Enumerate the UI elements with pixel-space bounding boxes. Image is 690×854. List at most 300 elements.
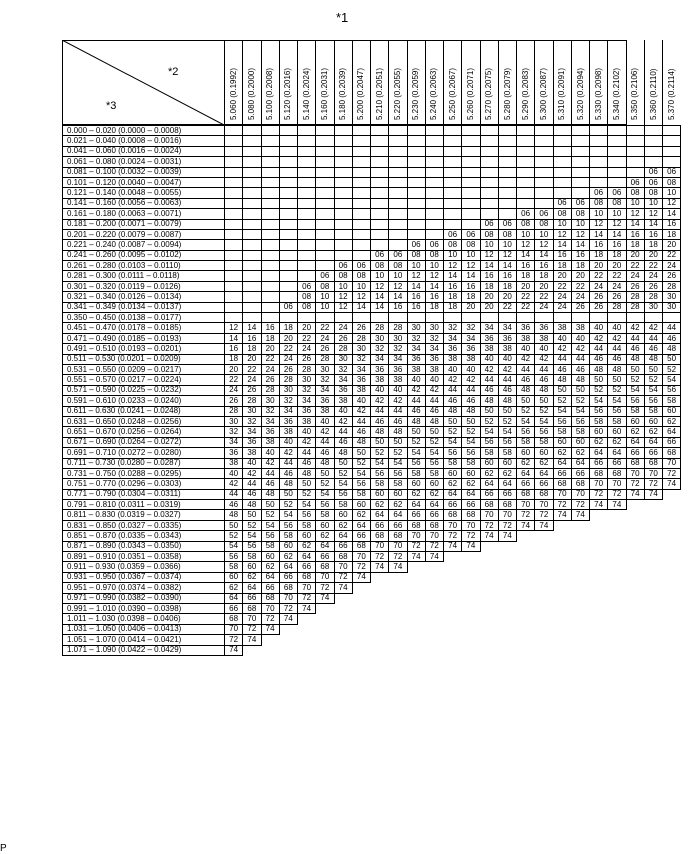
empty-cell (316, 240, 334, 250)
table-cell: 62 (535, 458, 553, 468)
empty-cell (571, 126, 589, 136)
table-cell: 44 (243, 479, 261, 489)
table-cell: 26 (261, 375, 279, 385)
table-cell: 32 (389, 344, 407, 354)
empty-cell (352, 126, 370, 136)
empty-cell (407, 572, 425, 582)
empty-cell (407, 562, 425, 572)
empty-cell (480, 583, 498, 593)
table-cell: 54 (316, 489, 334, 499)
row-label: 1.031 – 1.050 (0.0406 – 0.0413) (63, 624, 225, 634)
table-cell: 66 (663, 437, 681, 447)
empty-cell (279, 146, 297, 156)
table-cell: 72 (225, 635, 243, 645)
table-cell: 44 (590, 344, 608, 354)
table-cell: 50 (225, 520, 243, 530)
empty-cell (462, 188, 480, 198)
table-cell: 10 (389, 271, 407, 281)
empty-cell (279, 136, 297, 146)
table-cell: 72 (407, 541, 425, 551)
table-cell: 06 (663, 167, 681, 177)
empty-cell (225, 261, 243, 271)
table-cell: 26 (644, 281, 662, 291)
table-cell: 32 (444, 323, 462, 333)
empty-cell (663, 572, 681, 582)
empty-cell (261, 126, 279, 136)
table-cell: 18 (444, 302, 462, 312)
table-cell: 68 (571, 479, 589, 489)
empty-cell (225, 281, 243, 291)
empty-cell (261, 167, 279, 177)
table-cell: 68 (498, 500, 516, 510)
table-cell: 56 (626, 396, 644, 406)
table-cell: 58 (316, 510, 334, 520)
table-cell: 16 (407, 292, 425, 302)
table-cell: 06 (553, 198, 571, 208)
row-label: 0.141 – 0.160 (0.0056 – 0.0063) (63, 198, 225, 208)
table-cell: 30 (279, 385, 297, 395)
empty-cell (517, 313, 535, 323)
table-cell: 42 (498, 364, 516, 374)
table-cell: 34 (316, 385, 334, 395)
table-row (63, 396, 681, 406)
table-cell: 66 (371, 520, 389, 530)
column-header-label: 5.060 (0.1992) (228, 67, 238, 120)
empty-cell (571, 603, 589, 613)
empty-cell (626, 510, 644, 520)
row-label: 1.011 – 1.030 (0.0398 – 0.0406) (63, 614, 225, 624)
empty-cell (389, 177, 407, 187)
empty-cell (480, 541, 498, 551)
table-cell: 42 (371, 396, 389, 406)
table-cell: 68 (389, 531, 407, 541)
table-cell: 24 (553, 292, 571, 302)
empty-cell (243, 198, 261, 208)
table-cell: 58 (535, 437, 553, 447)
row-label: 0.771 – 0.790 (0.0304 – 0.0311) (63, 489, 225, 499)
table-cell: 28 (608, 302, 626, 312)
table-cell: 40 (279, 437, 297, 447)
row-label: 0.261 – 0.280 (0.0103 – 0.0110) (63, 261, 225, 271)
table-cell: 72 (663, 468, 681, 478)
table-cell: 64 (462, 489, 480, 499)
empty-cell (444, 219, 462, 229)
empty-cell (498, 198, 516, 208)
empty-cell (535, 177, 553, 187)
empty-cell (498, 562, 516, 572)
table-cell: 16 (444, 281, 462, 291)
table-cell: 34 (425, 344, 443, 354)
table-cell: 52 (298, 489, 316, 499)
table-cell: 54 (663, 375, 681, 385)
table-cell: 44 (261, 468, 279, 478)
column-header (443, 40, 461, 125)
column-header-label: 5.340 (0.2102) (612, 67, 622, 120)
table-cell: 50 (243, 510, 261, 520)
table-cell: 32 (279, 396, 297, 406)
empty-cell (261, 635, 279, 645)
table-cell: 52 (644, 375, 662, 385)
table-cell: 66 (480, 489, 498, 499)
empty-cell (425, 146, 443, 156)
row-label: 0.061 – 0.080 (0.0024 – 0.0031) (63, 157, 225, 167)
empty-cell (279, 198, 297, 208)
empty-cell (663, 146, 681, 156)
table-cell: 18 (462, 292, 480, 302)
empty-cell (663, 562, 681, 572)
empty-cell (243, 209, 261, 219)
column-header (571, 40, 589, 125)
empty-cell (352, 240, 370, 250)
empty-cell (517, 635, 535, 645)
table-cell: 74 (279, 614, 297, 624)
empty-cell (352, 209, 370, 219)
table-cell: 26 (590, 292, 608, 302)
table-cell: 54 (389, 458, 407, 468)
empty-cell (626, 167, 644, 177)
empty-cell (407, 157, 425, 167)
table-cell: 26 (334, 333, 352, 343)
table-row (63, 229, 681, 239)
empty-cell (571, 624, 589, 634)
empty-cell (389, 583, 407, 593)
table-cell: 66 (279, 572, 297, 582)
table-cell: 62 (517, 458, 535, 468)
table-cell: 08 (407, 250, 425, 260)
row-label: 0.971 – 0.990 (0.0382 – 0.0390) (63, 593, 225, 603)
empty-cell (371, 146, 389, 156)
empty-cell (407, 219, 425, 229)
row-label: 1.071 – 1.090 (0.0422 – 0.0429) (63, 645, 225, 655)
empty-cell (334, 136, 352, 146)
table-cell: 08 (462, 240, 480, 250)
table-cell: 10 (371, 271, 389, 281)
table-cell: 46 (334, 437, 352, 447)
empty-cell (480, 572, 498, 582)
empty-cell (626, 645, 644, 655)
table-cell: 48 (261, 489, 279, 499)
table-cell: 42 (261, 458, 279, 468)
table-cell: 48 (352, 437, 370, 447)
empty-cell (590, 177, 608, 187)
table-cell: 48 (553, 375, 571, 385)
table-row (63, 593, 681, 603)
empty-cell (444, 614, 462, 624)
table-cell: 52 (407, 437, 425, 447)
table-cell: 20 (608, 261, 626, 271)
table-cell: 50 (480, 406, 498, 416)
table-cell: 44 (626, 333, 644, 343)
table-cell: 50 (517, 396, 535, 406)
empty-cell (644, 583, 662, 593)
table-cell: 48 (590, 364, 608, 374)
table-cell: 06 (407, 240, 425, 250)
empty-cell (444, 167, 462, 177)
table-cell: 14 (626, 219, 644, 229)
table-cell: 70 (389, 541, 407, 551)
table-cell: 56 (425, 458, 443, 468)
empty-cell (590, 635, 608, 645)
table-cell: 66 (425, 510, 443, 520)
empty-cell (571, 572, 589, 582)
empty-cell (298, 209, 316, 219)
table-cell: 26 (352, 323, 370, 333)
empty-cell (626, 531, 644, 541)
table-cell: 52 (243, 520, 261, 530)
table-cell: 68 (334, 552, 352, 562)
empty-cell (389, 240, 407, 250)
empty-cell (334, 146, 352, 156)
empty-cell (279, 292, 297, 302)
table-cell: 42 (553, 344, 571, 354)
table-cell: 22 (517, 292, 535, 302)
table-cell: 24 (626, 271, 644, 281)
empty-cell (498, 157, 516, 167)
table-cell: 62 (480, 468, 498, 478)
table-cell: 62 (553, 448, 571, 458)
empty-cell (535, 198, 553, 208)
table-cell: 64 (626, 437, 644, 447)
table-cell: 48 (480, 396, 498, 406)
empty-cell (316, 188, 334, 198)
empty-cell (243, 292, 261, 302)
table-row (63, 219, 681, 229)
table-cell: 60 (553, 437, 571, 447)
column-header-label: 5.220 (0.2055) (392, 67, 402, 120)
row-label: 0.651 – 0.670 (0.0256 – 0.0264) (63, 427, 225, 437)
table-cell: 54 (279, 510, 297, 520)
table-cell: 46 (571, 364, 589, 374)
column-header-label: 5.100 (0.2008) (265, 67, 275, 120)
table-row (63, 261, 681, 271)
empty-cell (626, 562, 644, 572)
table-cell: 22 (553, 281, 571, 291)
empty-cell (352, 313, 370, 323)
table-cell: 44 (608, 344, 626, 354)
empty-cell (535, 593, 553, 603)
table-cell: 70 (553, 489, 571, 499)
table-cell: 56 (553, 416, 571, 426)
table-cell: 38 (571, 323, 589, 333)
table-cell: 48 (279, 479, 297, 489)
table-cell: 62 (590, 437, 608, 447)
empty-cell (444, 552, 462, 562)
table-cell: 42 (590, 333, 608, 343)
empty-cell (553, 520, 571, 530)
table-cell: 06 (316, 271, 334, 281)
empty-cell (462, 209, 480, 219)
table-cell: 42 (462, 375, 480, 385)
table-cell: 12 (535, 240, 553, 250)
empty-cell (480, 188, 498, 198)
table-cell: 42 (298, 437, 316, 447)
empty-cell (553, 562, 571, 572)
empty-cell (571, 635, 589, 645)
table-cell: 68 (590, 468, 608, 478)
column-header (242, 40, 260, 125)
table-cell: 38 (316, 406, 334, 416)
empty-cell (626, 552, 644, 562)
empty-cell (352, 188, 370, 198)
table-cell: 28 (371, 323, 389, 333)
table-cell: 58 (371, 479, 389, 489)
table-cell: 74 (590, 500, 608, 510)
column-header (297, 40, 315, 125)
table-cell: 46 (425, 406, 443, 416)
table-cell: 62 (407, 489, 425, 499)
empty-cell (608, 146, 626, 156)
table-cell: 12 (608, 219, 626, 229)
empty-cell (462, 198, 480, 208)
empty-cell (644, 603, 662, 613)
table-cell: 68 (644, 458, 662, 468)
empty-cell (498, 177, 516, 187)
table-cell: 38 (553, 323, 571, 333)
table-cell: 70 (535, 500, 553, 510)
table-cell: 62 (389, 500, 407, 510)
table-cell: 68 (480, 500, 498, 510)
table-cell: 40 (261, 448, 279, 458)
empty-cell (334, 593, 352, 603)
empty-cell (407, 188, 425, 198)
column-header (607, 40, 625, 125)
empty-cell (444, 603, 462, 613)
table-cell: 42 (279, 448, 297, 458)
table-cell: 46 (371, 416, 389, 426)
table-cell: 56 (517, 427, 535, 437)
row-label: 0.991 – 1.010 (0.0390 – 0.0398) (63, 603, 225, 613)
table-cell: 68 (425, 520, 443, 530)
table-cell: 30 (334, 354, 352, 364)
empty-cell (535, 583, 553, 593)
table-cell: 16 (553, 250, 571, 260)
table-cell: 24 (225, 385, 243, 395)
table-cell: 72 (517, 510, 535, 520)
empty-cell (371, 645, 389, 655)
table-cell: 48 (425, 416, 443, 426)
table-cell: 50 (626, 364, 644, 374)
empty-cell (663, 614, 681, 624)
empty-cell (626, 146, 644, 156)
table-cell: 66 (225, 603, 243, 613)
table-cell: 62 (352, 510, 370, 520)
empty-cell (644, 313, 662, 323)
empty-cell (425, 572, 443, 582)
empty-cell (553, 603, 571, 613)
empty-cell (498, 635, 516, 645)
empty-cell (243, 271, 261, 281)
table-cell: 18 (590, 250, 608, 260)
empty-cell (462, 562, 480, 572)
table-cell: 54 (225, 541, 243, 551)
table-cell: 70 (590, 479, 608, 489)
table-cell: 48 (444, 406, 462, 416)
table-cell: 66 (590, 458, 608, 468)
table-cell: 40 (480, 354, 498, 364)
row-label: 0.000 – 0.020 (0.0000 – 0.0008) (63, 126, 225, 136)
table-cell: 54 (298, 500, 316, 510)
table-cell: 50 (371, 437, 389, 447)
empty-cell (480, 603, 498, 613)
empty-cell (626, 583, 644, 593)
footer-mark: P (0, 843, 7, 854)
table-cell: 20 (517, 281, 535, 291)
table-cell: 22 (644, 261, 662, 271)
table-cell: 56 (352, 479, 370, 489)
empty-cell (553, 313, 571, 323)
empty-cell (498, 188, 516, 198)
empty-cell (663, 603, 681, 613)
empty-cell (316, 603, 334, 613)
table-cell: 10 (626, 198, 644, 208)
table-cell: 40 (407, 375, 425, 385)
empty-cell (590, 520, 608, 530)
empty-cell (480, 126, 498, 136)
row-label: 0.161 – 0.180 (0.0063 – 0.0071) (63, 209, 225, 219)
table-cell: 60 (498, 458, 516, 468)
table-cell: 38 (334, 396, 352, 406)
table-cell: 42 (644, 323, 662, 333)
table-cell: 46 (279, 468, 297, 478)
empty-cell (462, 177, 480, 187)
table-cell: 60 (352, 500, 370, 510)
empty-cell (407, 167, 425, 177)
table-cell: 40 (298, 427, 316, 437)
row-label: 0.471 – 0.490 (0.0185 – 0.0193) (63, 333, 225, 343)
empty-cell (571, 614, 589, 624)
table-cell: 32 (352, 354, 370, 364)
table-cell: 22 (261, 354, 279, 364)
table-cell: 58 (243, 552, 261, 562)
table-cell: 08 (535, 219, 553, 229)
empty-cell (407, 229, 425, 239)
table-cell: 16 (498, 271, 516, 281)
table-cell: 50 (608, 375, 626, 385)
table-cell: 68 (298, 572, 316, 582)
table-cell: 36 (298, 406, 316, 416)
row-label: 0.451 – 0.470 (0.0178 – 0.0185) (63, 323, 225, 333)
empty-cell (517, 645, 535, 655)
table-cell: 60 (663, 406, 681, 416)
table-cell: 74 (316, 593, 334, 603)
empty-cell (462, 136, 480, 146)
table-row (63, 572, 681, 582)
empty-cell (371, 624, 389, 634)
table-cell: 72 (480, 520, 498, 530)
table-cell: 56 (663, 385, 681, 395)
table-cell: 48 (316, 458, 334, 468)
empty-cell (352, 583, 370, 593)
table-cell: 32 (261, 406, 279, 416)
table-cell: 70 (352, 552, 370, 562)
table-cell: 16 (225, 344, 243, 354)
table-cell: 36 (225, 448, 243, 458)
table-cell: 44 (535, 364, 553, 374)
empty-cell (243, 229, 261, 239)
table-cell: 28 (626, 302, 644, 312)
table-cell: 42 (535, 354, 553, 364)
table-cell: 06 (480, 219, 498, 229)
empty-cell (298, 271, 316, 281)
table-cell: 48 (626, 354, 644, 364)
empty-cell (279, 261, 297, 271)
table-cell: 36 (480, 333, 498, 343)
empty-cell (407, 624, 425, 634)
table-cell: 34 (352, 364, 370, 374)
table-cell: 46 (535, 375, 553, 385)
table-cell: 24 (243, 375, 261, 385)
empty-cell (407, 126, 425, 136)
